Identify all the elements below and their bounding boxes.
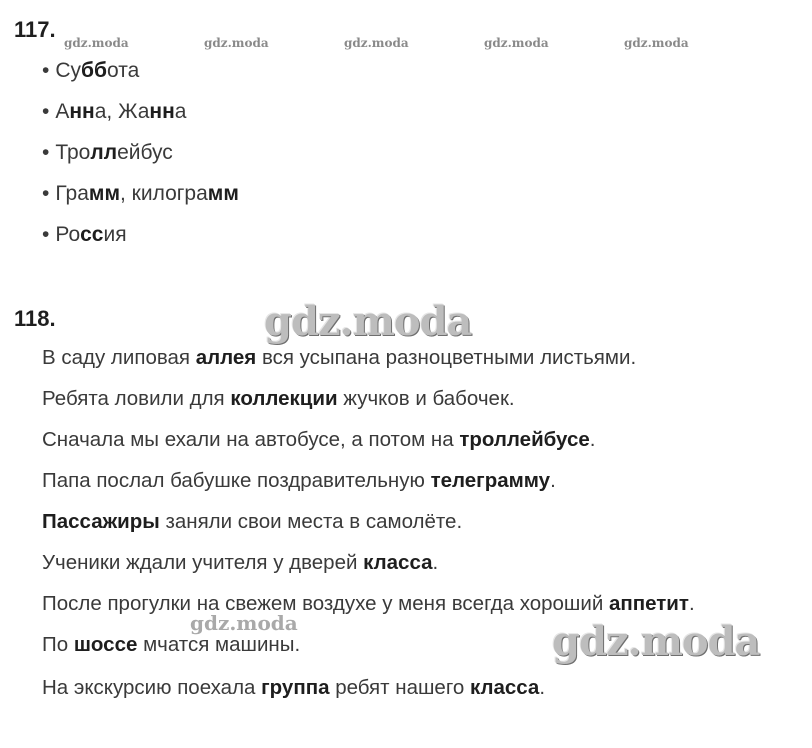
text-segment: Сначала мы ехали на автобусе, а потом на: [42, 428, 460, 451]
watermark-small-5: gdz.moda: [624, 36, 689, 50]
text-segment: .: [589, 428, 596, 451]
text-segment: вся усыпана разноцветными листьями.: [256, 346, 637, 369]
text-segment: А: [55, 100, 70, 123]
text-segment: ота: [106, 59, 140, 82]
watermark-large-1: gdz.moda: [264, 298, 472, 345]
text-segment: В саду липовая: [42, 346, 196, 369]
highlighted-text: класса: [363, 551, 433, 574]
text-segment: .: [539, 676, 546, 699]
text-segment: ейбус: [117, 141, 173, 164]
watermark-small-3: gdz.moda: [344, 36, 409, 50]
text-segment: мчатся машины.: [137, 633, 301, 656]
text-segment: .: [688, 592, 695, 615]
text-segment: Ребята ловили для: [42, 387, 231, 410]
highlighted-text: бб: [81, 59, 107, 82]
text-segment: а: [174, 100, 187, 123]
text-segment: Су: [55, 59, 82, 82]
text-segment: , килогра: [120, 182, 208, 205]
text-segment: ребят нашего: [329, 676, 470, 699]
sentence: [42, 427, 595, 453]
text-segment: Гра: [55, 182, 89, 205]
list-item-text: [55, 141, 172, 164]
list-item: [42, 222, 127, 248]
list-item: [42, 99, 186, 125]
exercise-118-number: 118.: [14, 306, 56, 331]
list-item: [42, 140, 173, 166]
text-segment: жучков и бабочек.: [337, 387, 515, 410]
text-segment: Папа послал бабушке поздравительную: [42, 469, 431, 492]
watermark-small-2: gdz.moda: [204, 36, 269, 50]
text-segment: заняли свои места в самолёте.: [159, 510, 463, 533]
highlighted-text: шоссе: [73, 633, 138, 656]
text-segment: Ученики ждали учителя у дверей: [42, 551, 364, 574]
highlighted-text: нн: [149, 100, 175, 123]
highlighted-text: телеграмму: [430, 469, 551, 492]
highlighted-text: группа: [261, 676, 330, 699]
text-segment: .: [432, 551, 439, 574]
bullet-icon: •: [42, 100, 50, 123]
text-segment: Ро: [55, 223, 81, 246]
bullet-icon: •: [42, 223, 50, 246]
highlighted-text: аппетит: [608, 592, 689, 615]
highlighted-text: лл: [90, 141, 118, 164]
highlighted-text: коллекции: [230, 387, 338, 410]
text-segment: а, Жа: [94, 100, 150, 123]
list-item-text: [55, 100, 186, 123]
bullet-icon: •: [42, 141, 50, 164]
highlighted-text: мм: [207, 182, 239, 205]
highlighted-text: аллея: [195, 346, 257, 369]
list-item-text: [55, 182, 239, 205]
list-item: [42, 58, 139, 84]
sentence: [42, 675, 545, 701]
sentence: [42, 468, 556, 494]
watermark-small-4: gdz.moda: [484, 36, 549, 50]
sentence: [42, 632, 300, 658]
text-segment: .: [550, 469, 556, 492]
highlighted-text: класса: [469, 676, 540, 699]
exercise-117-number: 117.: [14, 17, 56, 42]
highlighted-text: нн: [69, 100, 95, 123]
sentence: [42, 386, 515, 412]
bullet-icon: •: [42, 182, 50, 205]
highlighted-text: Пассажиры: [42, 510, 160, 533]
bullet-icon: •: [42, 59, 50, 82]
text-segment: Тро: [55, 141, 91, 164]
list-item-text: [55, 223, 126, 246]
sentence: [42, 550, 438, 576]
sentence: [42, 591, 695, 617]
sentence: [42, 509, 462, 535]
watermark-large-2: gdz.moda: [552, 618, 760, 665]
watermark-medium: gdz.moda: [190, 611, 298, 635]
text-segment: По: [42, 633, 74, 656]
highlighted-text: сс: [80, 223, 104, 246]
highlighted-text: троллейбусе: [459, 428, 590, 451]
text-segment: На экскурсию поехала: [42, 676, 262, 699]
watermark-small-1: gdz.moda: [64, 36, 129, 50]
text-segment: После прогулки на свежем воздухе у меня всегда хороший: [42, 592, 609, 615]
highlighted-text: мм: [88, 182, 120, 205]
sentence: [42, 345, 636, 371]
list-item-text: [55, 59, 139, 82]
text-segment: ия: [103, 223, 127, 246]
list-item: [42, 181, 239, 207]
